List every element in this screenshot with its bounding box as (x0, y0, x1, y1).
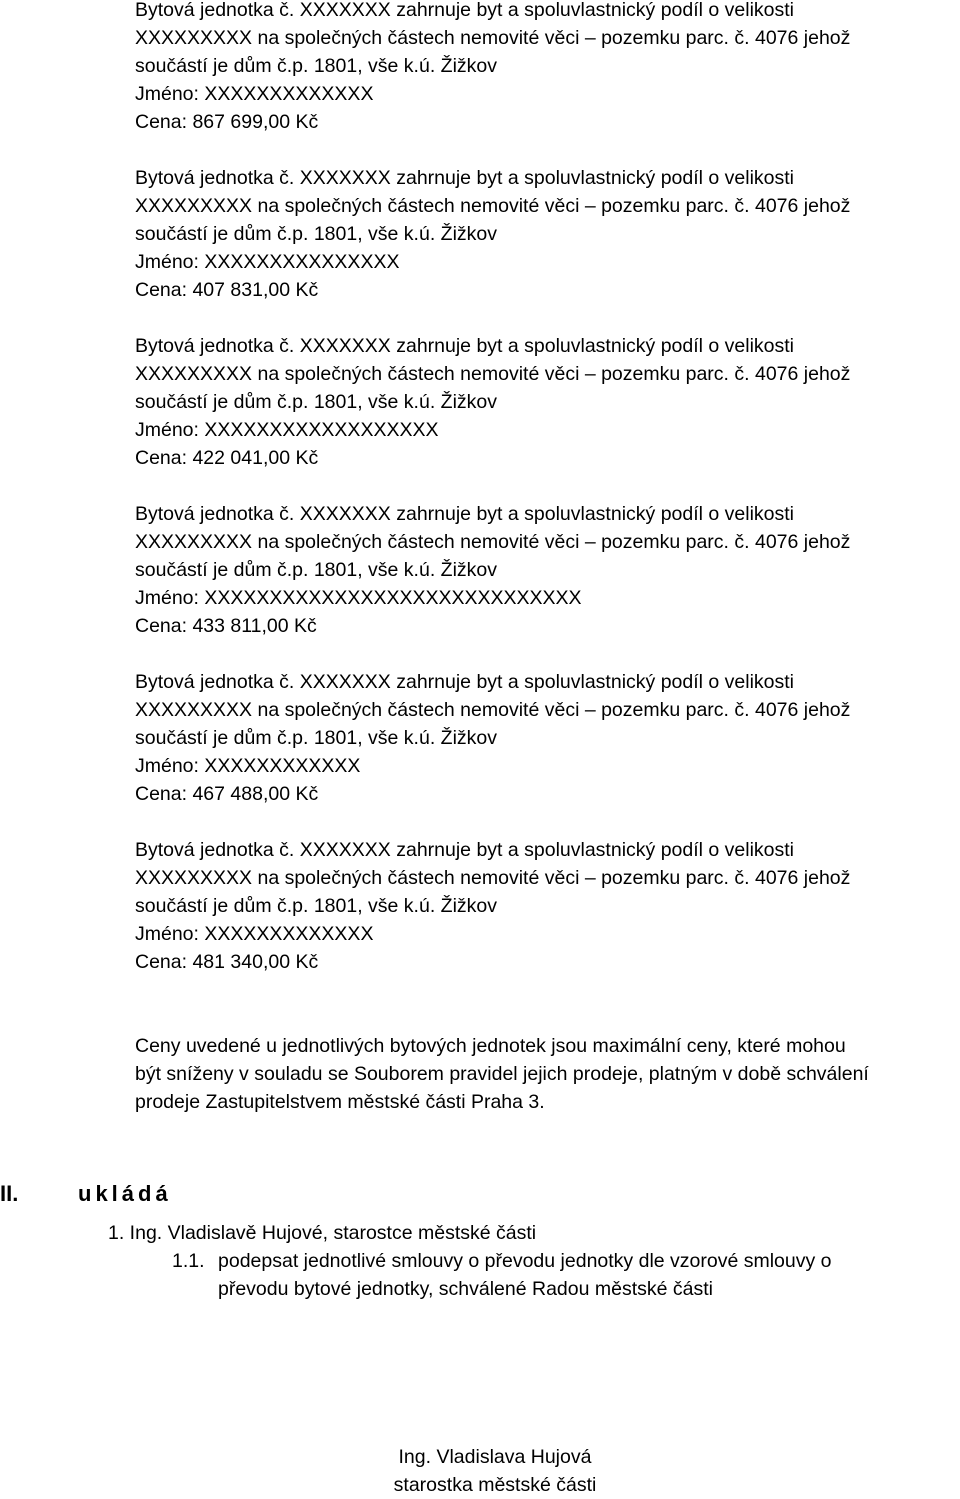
unit-price: Cena: 467 488,00 Kč (135, 783, 319, 805)
unit-name: Jméno: XXXXXXXXXXXXX (135, 83, 374, 105)
section-number: II. (0, 1181, 19, 1206)
assignee-item: 1. Ing. Vladislavě Hujové, starostce městské části (108, 1222, 537, 1244)
unit-description-line: XXXXXXXXX na společných částech nemovité věci – pozemku parc. č. 4076 jehož (135, 531, 851, 553)
unit-name: Jméno: XXXXXXXXXXXXXXXXXX (135, 419, 439, 441)
unit-description-line: XXXXXXXXX na společných částech nemovité věci – pozemku parc. č. 4076 jehož (135, 27, 851, 49)
unit-description-line: Bytová jednotka č. XXXXXXX zahrnuje byt a spoluvlastnický podíl o velikosti (135, 503, 795, 525)
subitem-number: 1.1. (172, 1250, 205, 1272)
price-note-line: prodeje Zastupitelstvem městské části Praha 3. (135, 1091, 545, 1113)
unit-description-line: XXXXXXXXX na společných částech nemovité věci – pozemku parc. č. 4076 jehož (135, 867, 851, 889)
unit-name: Jméno: XXXXXXXXXXXXX (135, 923, 374, 945)
unit-description-line: Bytová jednotka č. XXXXXXX zahrnuje byt a spoluvlastnický podíl o velikosti (135, 167, 795, 189)
unit-description-line: součástí je dům č.p. 1801, vše k.ú. Žižkov (135, 391, 497, 413)
unit-description-line: součástí je dům č.p. 1801, vše k.ú. Žižkov (135, 895, 497, 917)
unit-price: Cena: 422 041,00 Kč (135, 447, 319, 469)
unit-description-line: součástí je dům č.p. 1801, vše k.ú. Žižkov (135, 727, 497, 749)
subitem-text-line: převodu bytové jednotky, schválené Radou městské části (218, 1278, 713, 1300)
unit-description-line: Bytová jednotka č. XXXXXXX zahrnuje byt a spoluvlastnický podíl o velikosti (135, 335, 795, 357)
unit-name: Jméno: XXXXXXXXXXXXXXX (135, 251, 400, 273)
unit-description-line: XXXXXXXXX na společných částech nemovité věci – pozemku parc. č. 4076 jehož (135, 699, 851, 721)
unit-price: Cena: 407 831,00 Kč (135, 279, 319, 301)
unit-name: Jméno: XXXXXXXXXXXXXXXXXXXXXXXXXXXXX (135, 587, 582, 609)
unit-description-line: Bytová jednotka č. XXXXXXX zahrnuje byt a spoluvlastnický podíl o velikosti (135, 839, 795, 861)
unit-description-line: XXXXXXXXX na společných částech nemovité věci – pozemku parc. č. 4076 jehož (135, 363, 851, 385)
unit-description-line: součástí je dům č.p. 1801, vše k.ú. Žižkov (135, 55, 497, 77)
unit-description-line: Bytová jednotka č. XXXXXXX zahrnuje byt a spoluvlastnický podíl o velikosti (135, 0, 795, 21)
section-verb: ukládá (78, 1181, 172, 1206)
signature-title: starostka městské části (393, 1474, 597, 1496)
unit-description-line: součástí je dům č.p. 1801, vše k.ú. Žižkov (135, 559, 497, 581)
unit-name: Jméno: XXXXXXXXXXXX (135, 755, 361, 777)
unit-price: Cena: 433 811,00 Kč (135, 615, 317, 637)
subitem-text-line: podepsat jednotlivé smlouvy o převodu jednotky dle vzorové smlouvy o (218, 1250, 832, 1272)
unit-description-line: součástí je dům č.p. 1801, vše k.ú. Žižkov (135, 223, 497, 245)
unit-price: Cena: 867 699,00 Kč (135, 111, 319, 133)
unit-price: Cena: 481 340,00 Kč (135, 951, 319, 973)
unit-description-line: Bytová jednotka č. XXXXXXX zahrnuje byt a spoluvlastnický podíl o velikosti (135, 671, 795, 693)
unit-description-line: XXXXXXXXX na společných částech nemovité věci – pozemku parc. č. 4076 jehož (135, 195, 851, 217)
price-note-line: Ceny uvedené u jednotlivých bytových jednotek jsou maximální ceny, které mohou (135, 1035, 846, 1057)
signature-name: Ing. Vladislava Hujová (398, 1446, 592, 1468)
price-note-line: být sníženy v souladu se Souborem pravidel jejich prodeje, platným v době schválení (135, 1063, 869, 1085)
